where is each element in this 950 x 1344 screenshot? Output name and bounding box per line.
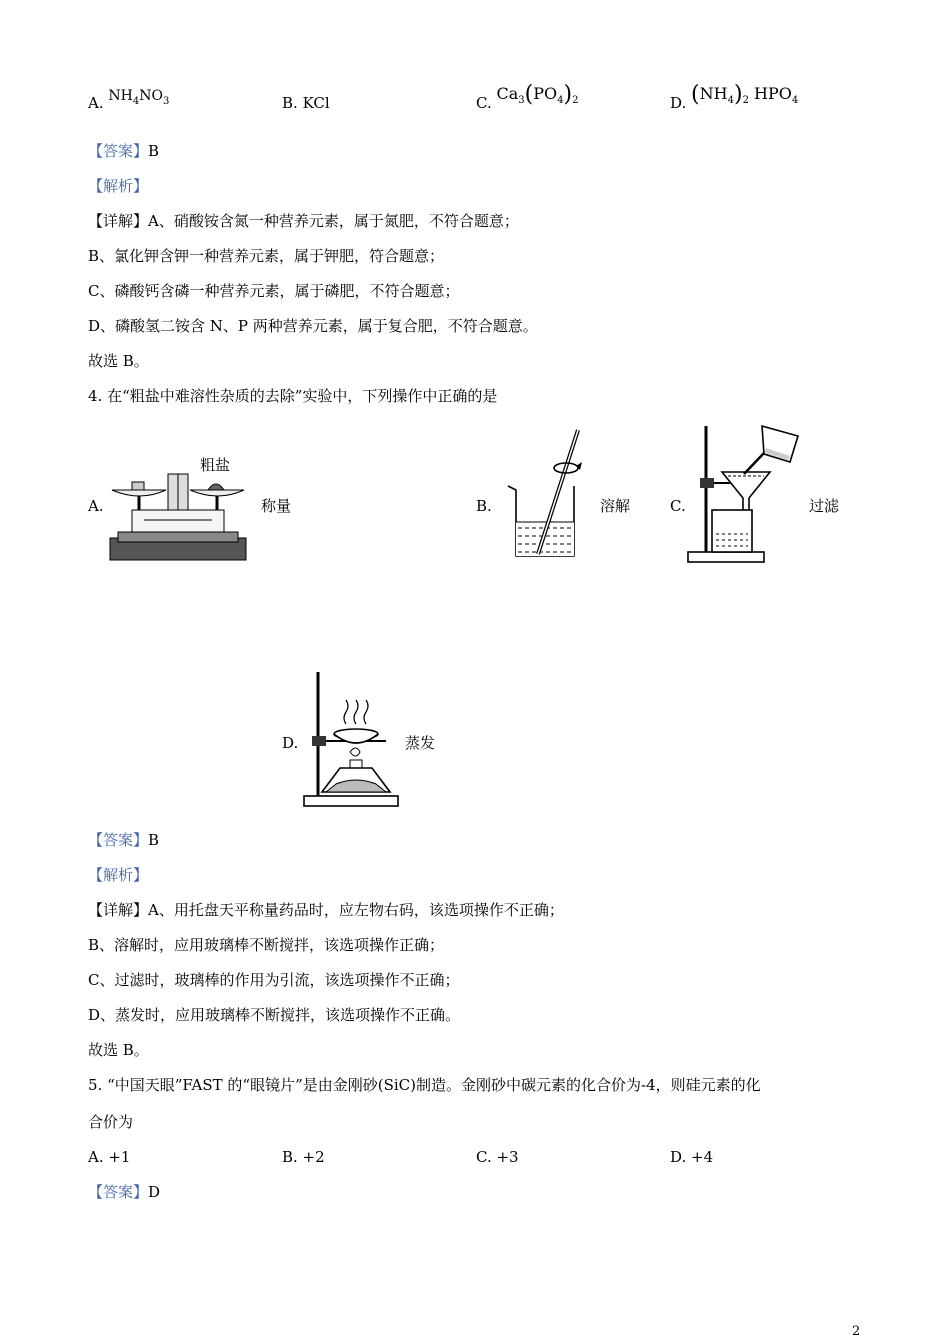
- q3-option-c: C. $Ca_3(PO_4)_2$: [476, 82, 579, 112]
- balance-label: 粗盐: [200, 456, 231, 474]
- q4-option-b-label: 溶解: [600, 497, 631, 515]
- q5-option-b: B. +2: [282, 1148, 325, 1166]
- q3-detail-c: C、磷酸钙含磷一种营养元素，属于磷肥，不符合题意；: [88, 282, 460, 300]
- q3-detail-b: B、氯化钾含钾一种营养元素，属于钾肥，符合题意；: [88, 247, 445, 265]
- option-letter: A.: [88, 94, 104, 112]
- q5-option-d: D. +4: [670, 1148, 714, 1166]
- q3-answer: 【答案】B: [88, 142, 160, 160]
- q5-stem-line1: 5. “中国天眼”FAST 的“眼镜片”是由金刚砂(SiC)制造。金刚砂中碳元素的化合价为-4，则硅元素的化: [88, 1076, 761, 1094]
- q4-option-c-letter: C.: [670, 497, 686, 515]
- q4-conclusion: 故选 B。: [88, 1041, 149, 1059]
- q4-option-a-label: 称量: [261, 497, 292, 515]
- q4-option-d-label: 蒸发: [405, 734, 436, 752]
- q4-detail-c: C、过滤时，玻璃棒的作用为引流，该选项操作不正确；: [88, 971, 460, 989]
- q4-option-c-label: 过滤: [809, 497, 840, 515]
- q5-stem-line2: 合价为: [88, 1113, 134, 1131]
- evaporation-figure: [300, 668, 402, 810]
- filtration-figure: [686, 422, 804, 566]
- q4-stem: 4. 在“粗盐中难溶性杂质的去除”实验中，下列操作中正确的是: [88, 387, 498, 405]
- q4-answer: 【答案】B: [88, 831, 160, 849]
- q5-option-a: A. +1: [88, 1148, 131, 1166]
- q3-option-b: B. KCl: [282, 94, 330, 112]
- q4-analysis-tag: 【解析】: [88, 866, 149, 884]
- q5-option-c: C. +3: [476, 1148, 519, 1166]
- q4-detail-a: 【详解】A、用托盘天平称量药品时，应左物右码，该选项操作不正确；: [88, 901, 564, 919]
- q3-conclusion: 故选 B。: [88, 352, 149, 370]
- q3-option-d: D. $(NH_4)_2$ $HPO_4$: [670, 82, 799, 112]
- q3-option-a: A. $NH_4NO_3$: [88, 88, 170, 112]
- q4-option-b-letter: B.: [476, 497, 492, 515]
- beaker-stirring-figure: [504, 428, 596, 560]
- q4-detail-b: B、溶解时，应用玻璃棒不断搅拌，该选项操作正确；: [88, 936, 445, 954]
- q5-answer: 【答案】D: [88, 1183, 161, 1201]
- page-number: 2: [852, 1324, 861, 1339]
- q4-option-d-letter: D.: [282, 734, 299, 752]
- balance-figure: [108, 452, 248, 564]
- q3-analysis-tag: 【解析】: [88, 177, 149, 195]
- q4-detail-d: D、蒸发时，应用玻璃棒不断搅拌，该选项操作不正确。: [88, 1006, 461, 1024]
- q3-detail-a: 【详解】A、硝酸铵含氮一种营养元素，属于氮肥，不符合题意；: [88, 212, 519, 230]
- q4-option-a-letter: A.: [88, 497, 104, 515]
- q3-detail-d: D、磷酸氢二铵含 N、P 两种营养元素，属于复合肥，不符合题意。: [88, 317, 538, 335]
